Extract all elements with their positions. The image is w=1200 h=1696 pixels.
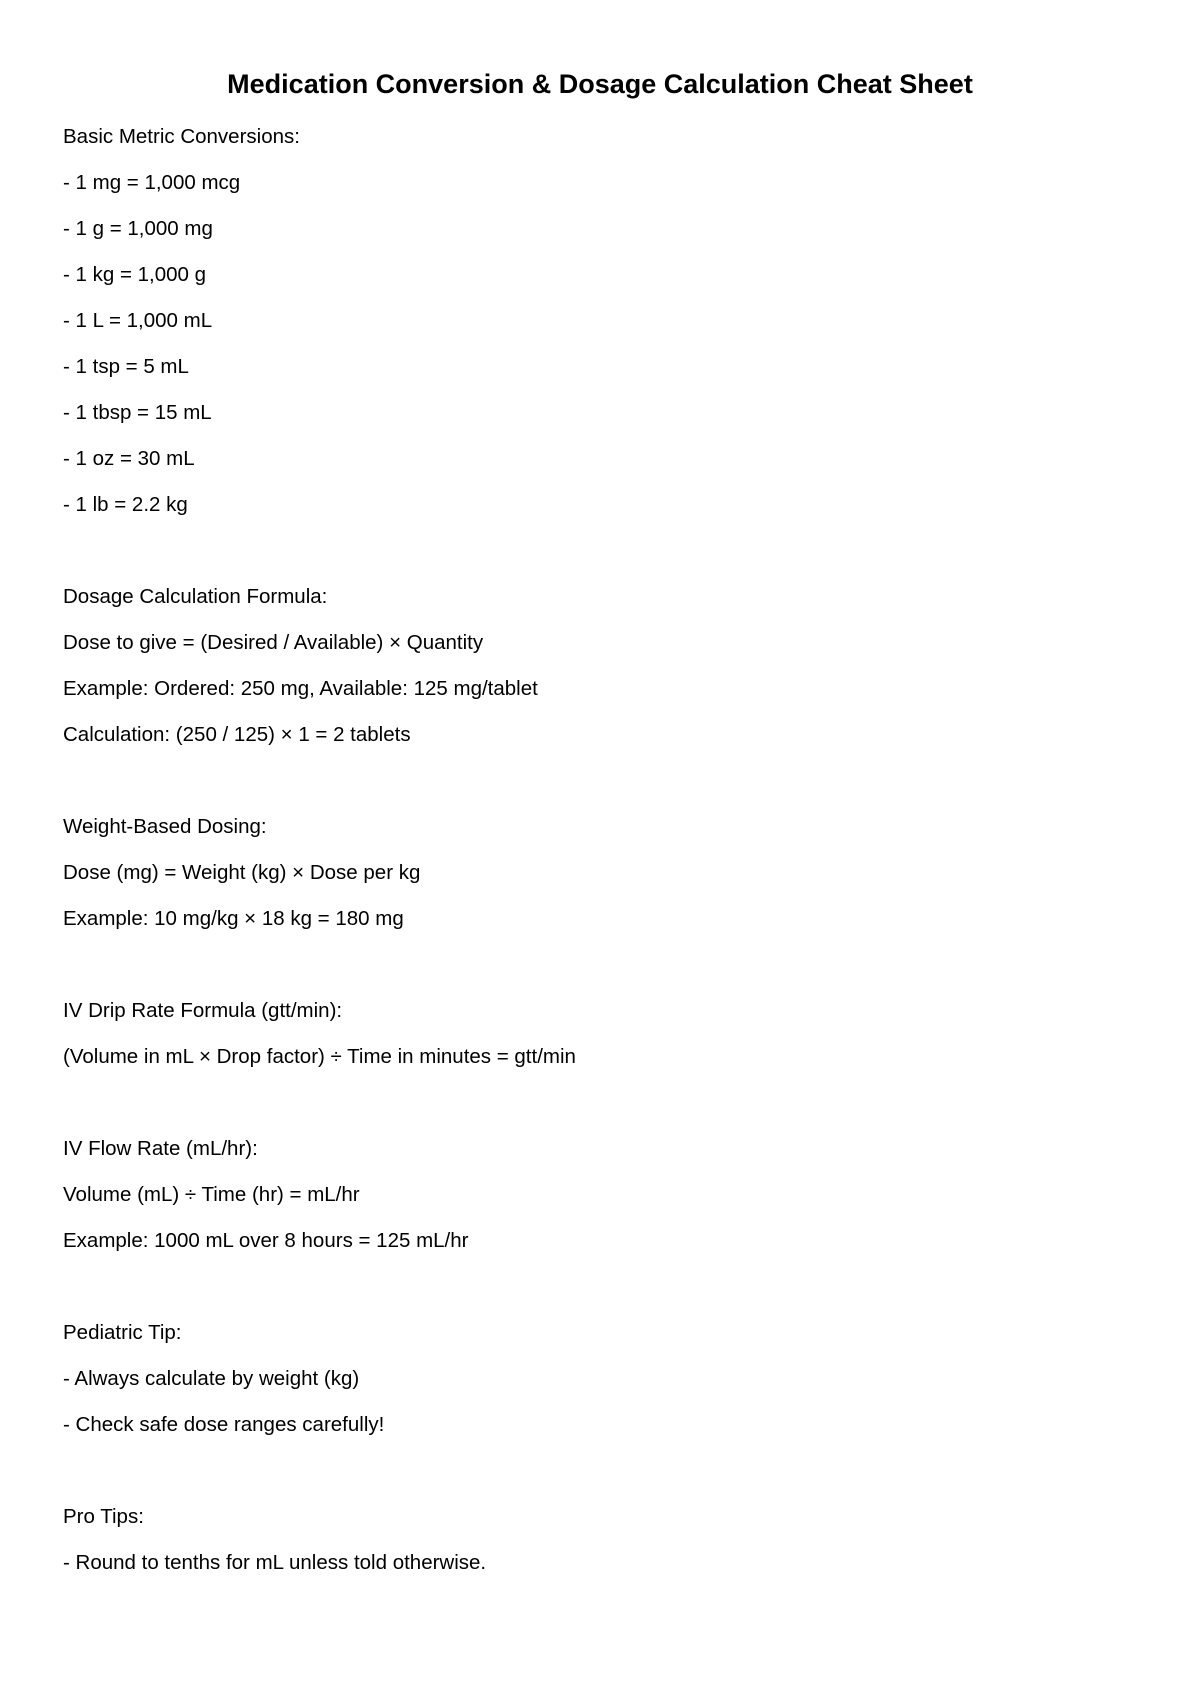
drip-formula: (Volume in mL × Drop factor) ÷ Time in minutes = gtt/min: [63, 1045, 576, 1068]
dosage-example: Example: Ordered: 250 mg, Available: 125 mg/tablet: [63, 677, 538, 700]
flow-formula: Volume (mL) ÷ Time (hr) = mL/hr: [63, 1183, 360, 1206]
pediatric-heading: Pediatric Tip:: [63, 1321, 182, 1344]
metric-item: - 1 oz = 30 mL: [63, 447, 195, 470]
weight-formula: Dose (mg) = Weight (kg) × Dose per kg: [63, 861, 421, 884]
pediatric-item: - Check safe dose ranges carefully!: [63, 1413, 385, 1436]
pro-item: - Round to tenths for mL unless told otherwise.: [63, 1551, 487, 1574]
pro-heading: Pro Tips:: [63, 1505, 144, 1528]
flow-heading: IV Flow Rate (mL/hr):: [63, 1137, 258, 1160]
metric-item: - 1 L = 1,000 mL: [63, 309, 213, 332]
metric-heading: Basic Metric Conversions:: [63, 125, 300, 148]
dosage-heading: Dosage Calculation Formula:: [63, 585, 328, 608]
pediatric-item: - Always calculate by weight (kg): [63, 1367, 360, 1390]
dosage-formula: Dose to give = (Desired / Available) × Quantity: [63, 631, 484, 654]
metric-item: - 1 tsp = 5 mL: [63, 355, 189, 378]
drip-heading: IV Drip Rate Formula (gtt/min):: [63, 999, 343, 1022]
metric-item: - 1 kg = 1,000 g: [63, 263, 207, 286]
flow-example: Example: 1000 mL over 8 hours = 125 mL/hr: [63, 1229, 469, 1252]
dosage-calculation: Calculation: (250 / 125) × 1 = 2 tablets: [63, 723, 411, 746]
metric-item: - 1 tbsp = 15 mL: [63, 401, 212, 424]
page-title: Medication Conversion & Dosage Calculation Cheat Sheet: [227, 69, 973, 99]
weight-heading: Weight-Based Dosing:: [63, 815, 267, 838]
metric-item: - 1 g = 1,000 mg: [63, 217, 213, 240]
weight-example: Example: 10 mg/kg × 18 kg = 180 mg: [63, 907, 404, 930]
metric-item: - 1 lb = 2.2 kg: [63, 493, 188, 516]
metric-item: - 1 mg = 1,000 mcg: [63, 171, 241, 194]
